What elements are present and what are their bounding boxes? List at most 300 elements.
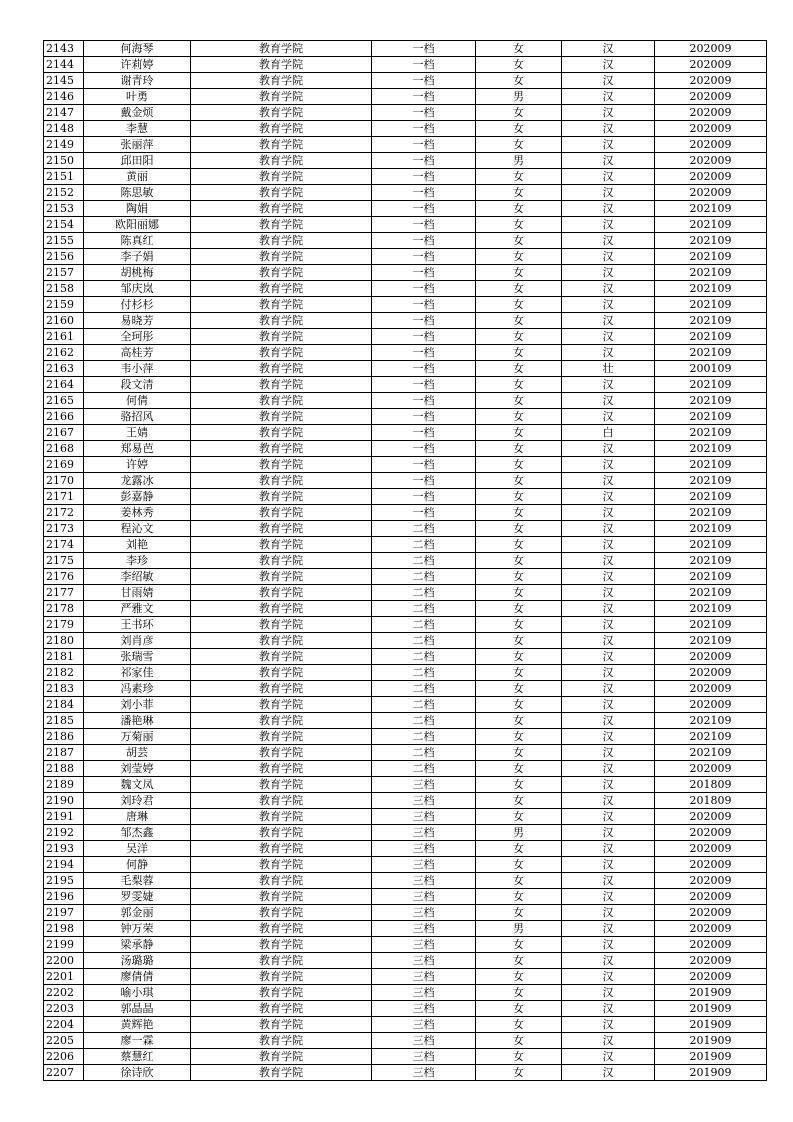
ethnicity-cell: 汉 [562,569,655,585]
gender-cell: 女 [476,1065,562,1081]
ethnicity-cell: 汉 [562,729,655,745]
grade-level-cell: 一档 [372,169,476,185]
college-cell: 教育学院 [191,1001,372,1017]
gender-cell: 女 [476,105,562,121]
row-number-cell: 2147 [44,105,84,121]
ethnicity-cell: 白 [562,425,655,441]
table-row [44,153,767,169]
gender-cell: 女 [476,1001,562,1017]
table-row [44,1049,767,1065]
enrollment-date-cell: 202009 [655,889,767,905]
enrollment-date-cell: 202009 [655,921,767,937]
enrollment-date-cell: 202109 [655,537,767,553]
grade-level-cell: 一档 [372,73,476,89]
ethnicity-cell: 汉 [562,1017,655,1033]
table-row [44,473,767,489]
enrollment-date-cell: 202109 [655,265,767,281]
student-name-cell: 郭晶晶 [84,1001,191,1017]
row-number-cell: 2172 [44,505,84,521]
student-name-cell: 程沁文 [84,521,191,537]
grade-level-cell: 一档 [372,265,476,281]
row-number-cell: 2189 [44,777,84,793]
enrollment-date-cell: 202109 [655,617,767,633]
ethnicity-cell: 汉 [562,169,655,185]
ethnicity-cell: 汉 [562,857,655,873]
college-cell: 教育学院 [191,569,372,585]
student-name-cell: 刘莹婷 [84,761,191,777]
college-cell: 教育学院 [191,937,372,953]
table-row [44,841,767,857]
row-number-cell: 2171 [44,489,84,505]
row-number-cell: 2144 [44,57,84,73]
grade-level-cell: 三档 [372,809,476,825]
ethnicity-cell: 汉 [562,233,655,249]
row-number-cell: 2178 [44,601,84,617]
college-cell: 教育学院 [191,1017,372,1033]
enrollment-date-cell: 202109 [655,409,767,425]
row-number-cell: 2190 [44,793,84,809]
student-name-cell: 戴金烦 [84,105,191,121]
grade-level-cell: 三档 [372,937,476,953]
grade-level-cell: 三档 [372,1017,476,1033]
grade-level-cell: 三档 [372,873,476,889]
student-name-cell: 潘艳琳 [84,713,191,729]
student-name-cell: 陈真红 [84,233,191,249]
college-cell: 教育学院 [191,425,372,441]
college-cell: 教育学院 [191,825,372,841]
student-name-cell: 廖倩倩 [84,969,191,985]
table-row [44,585,767,601]
row-number-cell: 2200 [44,953,84,969]
college-cell: 教育学院 [191,793,372,809]
student-name-cell: 张瑞雪 [84,649,191,665]
college-cell: 教育学院 [191,521,372,537]
enrollment-date-cell: 202109 [655,473,767,489]
college-cell: 教育学院 [191,121,372,137]
college-cell: 教育学院 [191,233,372,249]
row-number-cell: 2187 [44,745,84,761]
grade-level-cell: 二档 [372,761,476,777]
grade-level-cell: 二档 [372,713,476,729]
enrollment-date-cell: 201909 [655,1001,767,1017]
table-row [44,809,767,825]
college-cell: 教育学院 [191,457,372,473]
table-row [44,57,767,73]
grade-level-cell: 一档 [372,345,476,361]
gender-cell: 女 [476,361,562,377]
row-number-cell: 2167 [44,425,84,441]
table-row [44,329,767,345]
gender-cell: 女 [476,633,562,649]
enrollment-date-cell: 202009 [655,969,767,985]
grade-level-cell: 三档 [372,969,476,985]
ethnicity-cell: 汉 [562,153,655,169]
grade-level-cell: 一档 [372,233,476,249]
student-name-cell: 蔡慧红 [84,1049,191,1065]
table-row [44,601,767,617]
row-number-cell: 2151 [44,169,84,185]
gender-cell: 女 [476,377,562,393]
enrollment-date-cell: 201909 [655,1065,767,1081]
grade-level-cell: 三档 [372,1065,476,1081]
student-name-cell: 谢青玲 [84,73,191,89]
gender-cell: 女 [476,777,562,793]
table-row [44,201,767,217]
row-number-cell: 2204 [44,1017,84,1033]
ethnicity-cell: 汉 [562,505,655,521]
table-row [44,857,767,873]
student-name-cell: 李慧 [84,121,191,137]
row-number-cell: 2148 [44,121,84,137]
gender-cell: 女 [476,745,562,761]
college-cell: 教育学院 [191,537,372,553]
row-number-cell: 2158 [44,281,84,297]
college-cell: 教育学院 [191,441,372,457]
gender-cell: 女 [476,521,562,537]
ethnicity-cell: 汉 [562,697,655,713]
student-name-cell: 毛梨蓉 [84,873,191,889]
gender-cell: 女 [476,809,562,825]
gender-cell: 女 [476,457,562,473]
student-name-cell: 郑易芭 [84,441,191,457]
ethnicity-cell: 汉 [562,313,655,329]
student-name-cell: 唐琳 [84,809,191,825]
table-row [44,937,767,953]
row-number-cell: 2198 [44,921,84,937]
gender-cell: 女 [476,217,562,233]
enrollment-date-cell: 202109 [655,345,767,361]
row-number-cell: 2150 [44,153,84,169]
college-cell: 教育学院 [191,377,372,393]
row-number-cell: 2145 [44,73,84,89]
table-row [44,409,767,425]
gender-cell: 女 [476,409,562,425]
student-name-cell: 汤璐璐 [84,953,191,969]
gender-cell: 男 [476,153,562,169]
table-row [44,265,767,281]
college-cell: 教育学院 [191,889,372,905]
enrollment-date-cell: 202109 [655,425,767,441]
college-cell: 教育学院 [191,409,372,425]
grade-level-cell: 二档 [372,649,476,665]
ethnicity-cell: 汉 [562,281,655,297]
grade-level-cell: 一档 [372,377,476,393]
grade-level-cell: 一档 [372,505,476,521]
grade-level-cell: 一档 [372,153,476,169]
row-number-cell: 2188 [44,761,84,777]
student-name-cell: 刘玲君 [84,793,191,809]
table-body [44,41,767,1081]
gender-cell: 女 [476,233,562,249]
student-name-cell: 冯素珍 [84,681,191,697]
ethnicity-cell: 汉 [562,777,655,793]
enrollment-date-cell: 202109 [655,585,767,601]
ethnicity-cell: 汉 [562,1065,655,1081]
student-name-cell: 郭金丽 [84,905,191,921]
college-cell: 教育学院 [191,505,372,521]
enrollment-date-cell: 202109 [655,329,767,345]
gender-cell: 女 [476,969,562,985]
grade-level-cell: 三档 [372,1049,476,1065]
row-number-cell: 2155 [44,233,84,249]
row-number-cell: 2202 [44,985,84,1001]
gender-cell: 女 [476,761,562,777]
gender-cell: 女 [476,441,562,457]
grade-level-cell: 三档 [372,905,476,921]
grade-level-cell: 二档 [372,553,476,569]
college-cell: 教育学院 [191,857,372,873]
gender-cell: 女 [476,1033,562,1049]
ethnicity-cell: 汉 [562,521,655,537]
student-name-cell: 喻小琪 [84,985,191,1001]
ethnicity-cell: 汉 [562,1049,655,1065]
enrollment-date-cell: 202009 [655,953,767,969]
enrollment-date-cell: 202009 [655,697,767,713]
college-cell: 教育学院 [191,89,372,105]
grade-level-cell: 一档 [372,89,476,105]
grade-level-cell: 一档 [372,185,476,201]
gender-cell: 女 [476,841,562,857]
gender-cell: 女 [476,665,562,681]
grade-level-cell: 一档 [372,217,476,233]
ethnicity-cell: 汉 [562,57,655,73]
grade-level-cell: 一档 [372,41,476,57]
row-number-cell: 2164 [44,377,84,393]
student-name-cell: 欧阳丽娜 [84,217,191,233]
gender-cell: 女 [476,313,562,329]
gender-cell: 女 [476,137,562,153]
grade-level-cell: 三档 [372,793,476,809]
college-cell: 教育学院 [191,249,372,265]
student-name-cell: 刘艳 [84,537,191,553]
college-cell: 教育学院 [191,281,372,297]
student-name-cell: 徐诗欣 [84,1065,191,1081]
gender-cell: 女 [476,569,562,585]
enrollment-date-cell: 202109 [655,601,767,617]
grade-level-cell: 一档 [372,249,476,265]
grade-level-cell: 一档 [372,441,476,457]
gender-cell: 女 [476,73,562,89]
row-number-cell: 2152 [44,185,84,201]
ethnicity-cell: 汉 [562,793,655,809]
row-number-cell: 2166 [44,409,84,425]
table-row [44,777,767,793]
enrollment-date-cell: 202009 [655,825,767,841]
row-number-cell: 2168 [44,441,84,457]
row-number-cell: 2169 [44,457,84,473]
college-cell: 教育学院 [191,953,372,969]
row-number-cell: 2170 [44,473,84,489]
enrollment-date-cell: 200109 [655,361,767,377]
gender-cell: 女 [476,601,562,617]
student-name-cell: 李珍 [84,553,191,569]
row-number-cell: 2194 [44,857,84,873]
student-name-cell: 刘肖彦 [84,633,191,649]
row-number-cell: 2197 [44,905,84,921]
ethnicity-cell: 汉 [562,681,655,697]
ethnicity-cell: 汉 [562,601,655,617]
ethnicity-cell: 汉 [562,985,655,1001]
gender-cell: 女 [476,281,562,297]
college-cell: 教育学院 [191,329,372,345]
row-number-cell: 2179 [44,617,84,633]
table-row [44,617,767,633]
enrollment-date-cell: 202009 [655,857,767,873]
college-cell: 教育学院 [191,345,372,361]
gender-cell: 女 [476,585,562,601]
student-name-cell: 胡芸 [84,745,191,761]
gender-cell: 女 [476,425,562,441]
enrollment-date-cell: 202009 [655,121,767,137]
table-row [44,953,767,969]
college-cell: 教育学院 [191,217,372,233]
enrollment-date-cell: 202109 [655,633,767,649]
grade-level-cell: 一档 [372,137,476,153]
grade-level-cell: 二档 [372,729,476,745]
row-number-cell: 2161 [44,329,84,345]
table-row [44,1001,767,1017]
gender-cell: 男 [476,89,562,105]
gender-cell: 女 [476,121,562,137]
table-row [44,761,767,777]
enrollment-date-cell: 202109 [655,553,767,569]
enrollment-date-cell: 202009 [655,665,767,681]
student-name-cell: 韦小萍 [84,361,191,377]
ethnicity-cell: 汉 [562,841,655,857]
college-cell: 教育学院 [191,921,372,937]
table-row [44,249,767,265]
row-number-cell: 2154 [44,217,84,233]
ethnicity-cell: 汉 [562,553,655,569]
college-cell: 教育学院 [191,617,372,633]
gender-cell: 女 [476,393,562,409]
row-number-cell: 2156 [44,249,84,265]
gender-cell: 女 [476,1017,562,1033]
gender-cell: 女 [476,201,562,217]
college-cell: 教育学院 [191,601,372,617]
grade-level-cell: 一档 [372,201,476,217]
enrollment-date-cell: 201909 [655,1033,767,1049]
ethnicity-cell: 汉 [562,921,655,937]
ethnicity-cell: 壮 [562,361,655,377]
gender-cell: 女 [476,345,562,361]
enrollment-date-cell: 202109 [655,489,767,505]
grade-level-cell: 一档 [372,409,476,425]
college-cell: 教育学院 [191,553,372,569]
college-cell: 教育学院 [191,873,372,889]
student-name-cell: 万菊丽 [84,729,191,745]
enrollment-date-cell: 202009 [655,153,767,169]
gender-cell: 男 [476,921,562,937]
table-row [44,825,767,841]
enrollment-date-cell: 202009 [655,681,767,697]
college-cell: 教育学院 [191,697,372,713]
student-name-cell: 段文清 [84,377,191,393]
ethnicity-cell: 汉 [562,441,655,457]
college-cell: 教育学院 [191,393,372,409]
table-row [44,1033,767,1049]
table-row [44,185,767,201]
ethnicity-cell: 汉 [562,809,655,825]
student-name-cell: 陈思敏 [84,185,191,201]
student-name-cell: 邹庆岚 [84,281,191,297]
enrollment-date-cell: 202109 [655,729,767,745]
table-row [44,729,767,745]
ethnicity-cell: 汉 [562,457,655,473]
ethnicity-cell: 汉 [562,41,655,57]
row-number-cell: 2195 [44,873,84,889]
enrollment-date-cell: 202009 [655,169,767,185]
table-row [44,169,767,185]
gender-cell: 女 [476,297,562,313]
grade-level-cell: 一档 [372,457,476,473]
ethnicity-cell: 汉 [562,121,655,137]
college-cell: 教育学院 [191,57,372,73]
enrollment-date-cell: 202109 [655,217,767,233]
student-name-cell: 姜林秀 [84,505,191,521]
gender-cell: 女 [476,953,562,969]
student-name-cell: 李子娟 [84,249,191,265]
row-number-cell: 2203 [44,1001,84,1017]
enrollment-date-cell: 202109 [655,457,767,473]
ethnicity-cell: 汉 [562,393,655,409]
college-cell: 教育学院 [191,969,372,985]
ethnicity-cell: 汉 [562,633,655,649]
row-number-cell: 2143 [44,41,84,57]
row-number-cell: 2201 [44,969,84,985]
student-name-cell: 何倩 [84,393,191,409]
grade-level-cell: 一档 [372,297,476,313]
ethnicity-cell: 汉 [562,217,655,233]
table-row [44,633,767,649]
gender-cell: 女 [476,713,562,729]
table-row [44,489,767,505]
ethnicity-cell: 汉 [562,585,655,601]
student-name-cell: 高桂芳 [84,345,191,361]
ethnicity-cell: 汉 [562,249,655,265]
row-number-cell: 2175 [44,553,84,569]
enrollment-date-cell: 202009 [655,809,767,825]
grade-level-cell: 二档 [372,601,476,617]
enrollment-date-cell: 202009 [655,841,767,857]
grade-level-cell: 二档 [372,665,476,681]
student-name-cell: 胡桃梅 [84,265,191,281]
grade-level-cell: 一档 [372,57,476,73]
college-cell: 教育学院 [191,713,372,729]
row-number-cell: 2159 [44,297,84,313]
gender-cell: 男 [476,825,562,841]
enrollment-date-cell: 202109 [655,441,767,457]
row-number-cell: 2146 [44,89,84,105]
grade-level-cell: 二档 [372,537,476,553]
gender-cell: 女 [476,1049,562,1065]
gender-cell: 女 [476,505,562,521]
table-row [44,713,767,729]
ethnicity-cell: 汉 [562,905,655,921]
row-number-cell: 2176 [44,569,84,585]
student-name-cell: 刘小菲 [84,697,191,713]
college-cell: 教育学院 [191,809,372,825]
enrollment-date-cell: 202109 [655,521,767,537]
table-row [44,313,767,329]
gender-cell: 女 [476,889,562,905]
student-name-cell: 吴洋 [84,841,191,857]
enrollment-date-cell: 202009 [655,761,767,777]
grade-level-cell: 二档 [372,745,476,761]
grade-level-cell: 三档 [372,841,476,857]
student-name-cell: 黄丽 [84,169,191,185]
grade-level-cell: 一档 [372,281,476,297]
